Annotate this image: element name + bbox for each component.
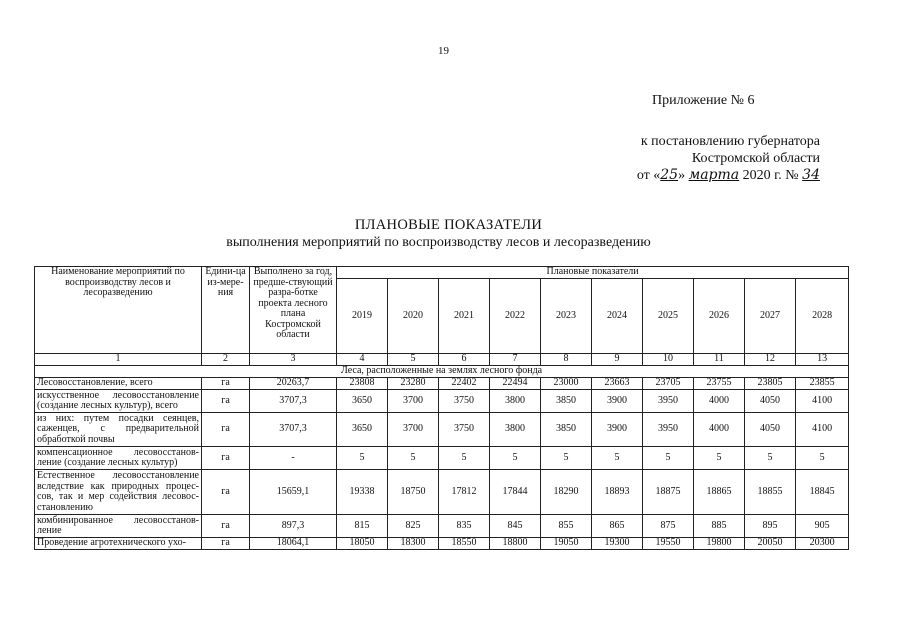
row-plan-value: 3650 — [337, 413, 388, 447]
header-unit: Едини-ца из-мере-ния — [202, 267, 250, 354]
table-row — [35, 390, 849, 413]
column-number: 3 — [250, 354, 337, 366]
row-plan-value: 5 — [337, 447, 388, 470]
column-number-row — [35, 354, 849, 366]
row-plan-value: 885 — [694, 515, 745, 538]
row-plan-value: 18875 — [643, 470, 694, 515]
row-name: искусственное лесовосстановление (создание лесных культур), всего — [35, 390, 202, 413]
row-unit: га — [202, 447, 250, 470]
column-number: 10 — [643, 354, 694, 366]
plan-indicators-table — [34, 266, 849, 550]
row-unit: га — [202, 470, 250, 515]
header-year: 2027 — [745, 278, 796, 354]
row-plan-value: 4000 — [694, 413, 745, 447]
row-plan-value: 5 — [490, 447, 541, 470]
row-plan-value: 3850 — [541, 390, 592, 413]
header-year: 2026 — [694, 278, 745, 354]
row-plan-value: 865 — [592, 515, 643, 538]
row-plan-value: 5 — [643, 447, 694, 470]
column-number: 1 — [35, 354, 202, 366]
date-prefix: от « — [636, 168, 661, 183]
row-plan-value: 18845 — [796, 470, 849, 515]
row-plan-value: 5 — [439, 447, 490, 470]
header-year: 2022 — [490, 278, 541, 354]
row-plan-value: 835 — [439, 515, 490, 538]
header-name: Наименование мероприятий по воспроизводству лесов и лесоразведению — [35, 267, 202, 354]
row-plan-value: 5 — [796, 447, 849, 470]
row-plan-value: 905 — [796, 515, 849, 538]
table-header-row — [35, 267, 849, 279]
row-plan-value: 3700 — [388, 413, 439, 447]
row-plan-value: 18855 — [745, 470, 796, 515]
document-subtitle: выполнения мероприятий по воспроизводству лесов и лесоразведению — [226, 235, 651, 250]
row-plan-value: 3950 — [643, 413, 694, 447]
header-year: 2019 — [337, 278, 388, 354]
row-plan-value: 5 — [694, 447, 745, 470]
row-unit: га — [202, 538, 250, 550]
row-plan-value: 19050 — [541, 538, 592, 550]
row-name: компенсационное лесовосстанов-ление (создание лесных культур) — [35, 447, 202, 470]
section-row — [35, 366, 849, 378]
appendix-label: Приложение № 6 — [652, 93, 755, 108]
table-row — [35, 470, 849, 515]
row-done-value: 15659,1 — [250, 470, 337, 515]
row-plan-value: 22494 — [490, 378, 541, 390]
row-plan-value: 18750 — [388, 470, 439, 515]
row-plan-value: 4100 — [796, 413, 849, 447]
row-plan-value: 18865 — [694, 470, 745, 515]
header-year: 2023 — [541, 278, 592, 354]
header-year: 2021 — [439, 278, 490, 354]
row-plan-value: 23808 — [337, 378, 388, 390]
header-year: 2024 — [592, 278, 643, 354]
row-plan-value: 18290 — [541, 470, 592, 515]
column-number: 9 — [592, 354, 643, 366]
row-name: комбинированное лесовосстанов-ление — [35, 515, 202, 538]
date-mid: » — [678, 168, 689, 183]
row-plan-value: 19800 — [694, 538, 745, 550]
row-plan-value: 19300 — [592, 538, 643, 550]
column-number: 8 — [541, 354, 592, 366]
row-plan-value: 4050 — [745, 390, 796, 413]
row-plan-value: 4050 — [745, 413, 796, 447]
row-plan-value: 23805 — [745, 378, 796, 390]
column-number: 6 — [439, 354, 490, 366]
row-plan-value: 23663 — [592, 378, 643, 390]
row-plan-value: 5 — [388, 447, 439, 470]
table-row — [35, 515, 849, 538]
row-plan-value: 18800 — [490, 538, 541, 550]
row-plan-value: 20050 — [745, 538, 796, 550]
column-number: 4 — [337, 354, 388, 366]
row-done-value: 3707,3 — [250, 390, 337, 413]
row-plan-value: 18300 — [388, 538, 439, 550]
row-unit: га — [202, 515, 250, 538]
handwritten-number: 34 — [802, 167, 820, 183]
row-name: Проведение агротехнического ухо- — [35, 538, 202, 550]
row-plan-value: 18050 — [337, 538, 388, 550]
column-number: 12 — [745, 354, 796, 366]
resolution-date-line — [560, 167, 820, 184]
row-unit: га — [202, 378, 250, 390]
header-done: Выполнено за год, предше-ствующий разра-ботке проекта лесного плана Костромской области — [250, 267, 337, 354]
row-plan-value: 23280 — [388, 378, 439, 390]
row-plan-value: 23855 — [796, 378, 849, 390]
resolution-line-1: к постановлению губернатора — [640, 134, 820, 149]
table-row — [35, 413, 849, 447]
row-name: из них: путем посадки сеянцев, саженцев, с предварительной обработкой почвы — [35, 413, 202, 447]
row-plan-value: 3800 — [490, 413, 541, 447]
column-number: 13 — [796, 354, 849, 366]
table-row — [35, 378, 849, 390]
column-number: 5 — [388, 354, 439, 366]
row-plan-value: 19338 — [337, 470, 388, 515]
row-plan-value: 17812 — [439, 470, 490, 515]
row-plan-value: 19550 — [643, 538, 694, 550]
row-unit: га — [202, 413, 250, 447]
row-plan-value: 17844 — [490, 470, 541, 515]
row-plan-value: 845 — [490, 515, 541, 538]
resolution-block — [560, 133, 820, 184]
document-title: ПЛАНОВЫЕ ПОКАЗАТЕЛИ — [354, 217, 543, 233]
row-plan-value: 875 — [643, 515, 694, 538]
row-plan-value: 3900 — [592, 390, 643, 413]
row-done-value: - — [250, 447, 337, 470]
row-done-value: 3707,3 — [250, 413, 337, 447]
row-plan-value: 3750 — [439, 390, 490, 413]
row-plan-value: 5 — [745, 447, 796, 470]
page-number: 19 — [438, 45, 449, 57]
header-year: 2025 — [643, 278, 694, 354]
header-year: 2020 — [388, 278, 439, 354]
row-plan-value: 18893 — [592, 470, 643, 515]
row-plan-value: 3850 — [541, 413, 592, 447]
row-plan-value: 4100 — [796, 390, 849, 413]
column-number: 7 — [490, 354, 541, 366]
row-plan-value: 855 — [541, 515, 592, 538]
row-unit: га — [202, 390, 250, 413]
row-plan-value: 5 — [541, 447, 592, 470]
row-plan-value: 3650 — [337, 390, 388, 413]
row-plan-value: 4000 — [694, 390, 745, 413]
row-plan-value: 23755 — [694, 378, 745, 390]
table-row — [35, 447, 849, 470]
row-done-value: 20263,7 — [250, 378, 337, 390]
row-plan-value: 22402 — [439, 378, 490, 390]
row-done-value: 18064,1 — [250, 538, 337, 550]
row-plan-value: 3750 — [439, 413, 490, 447]
row-name: Естественное лесовосстановление вследствие как природных процес-сов, так и мер содействия лесовос-становлению — [35, 470, 202, 515]
row-done-value: 897,3 — [250, 515, 337, 538]
row-plan-value: 3950 — [643, 390, 694, 413]
header-plan-group: Плановые показатели — [337, 267, 849, 279]
row-plan-value: 825 — [388, 515, 439, 538]
section-title: Леса, расположенные на землях лесного фонда — [35, 366, 849, 378]
row-plan-value: 895 — [745, 515, 796, 538]
row-plan-value: 20300 — [796, 538, 849, 550]
handwritten-month: марта — [688, 167, 740, 183]
row-name: Лесовосстановление, всего — [35, 378, 202, 390]
handwritten-day: 25 — [660, 167, 679, 183]
row-plan-value: 5 — [592, 447, 643, 470]
date-suffix: 2020 г. № — [739, 168, 803, 183]
table-row — [35, 538, 849, 550]
column-number: 2 — [202, 354, 250, 366]
header-year: 2028 — [796, 278, 849, 354]
row-plan-value: 23000 — [541, 378, 592, 390]
column-number: 11 — [694, 354, 745, 366]
row-plan-value: 815 — [337, 515, 388, 538]
row-plan-value: 3900 — [592, 413, 643, 447]
row-plan-value: 18550 — [439, 538, 490, 550]
resolution-line-2: Костромской области — [691, 151, 820, 166]
row-plan-value: 3700 — [388, 390, 439, 413]
row-plan-value: 3800 — [490, 390, 541, 413]
row-plan-value: 23705 — [643, 378, 694, 390]
